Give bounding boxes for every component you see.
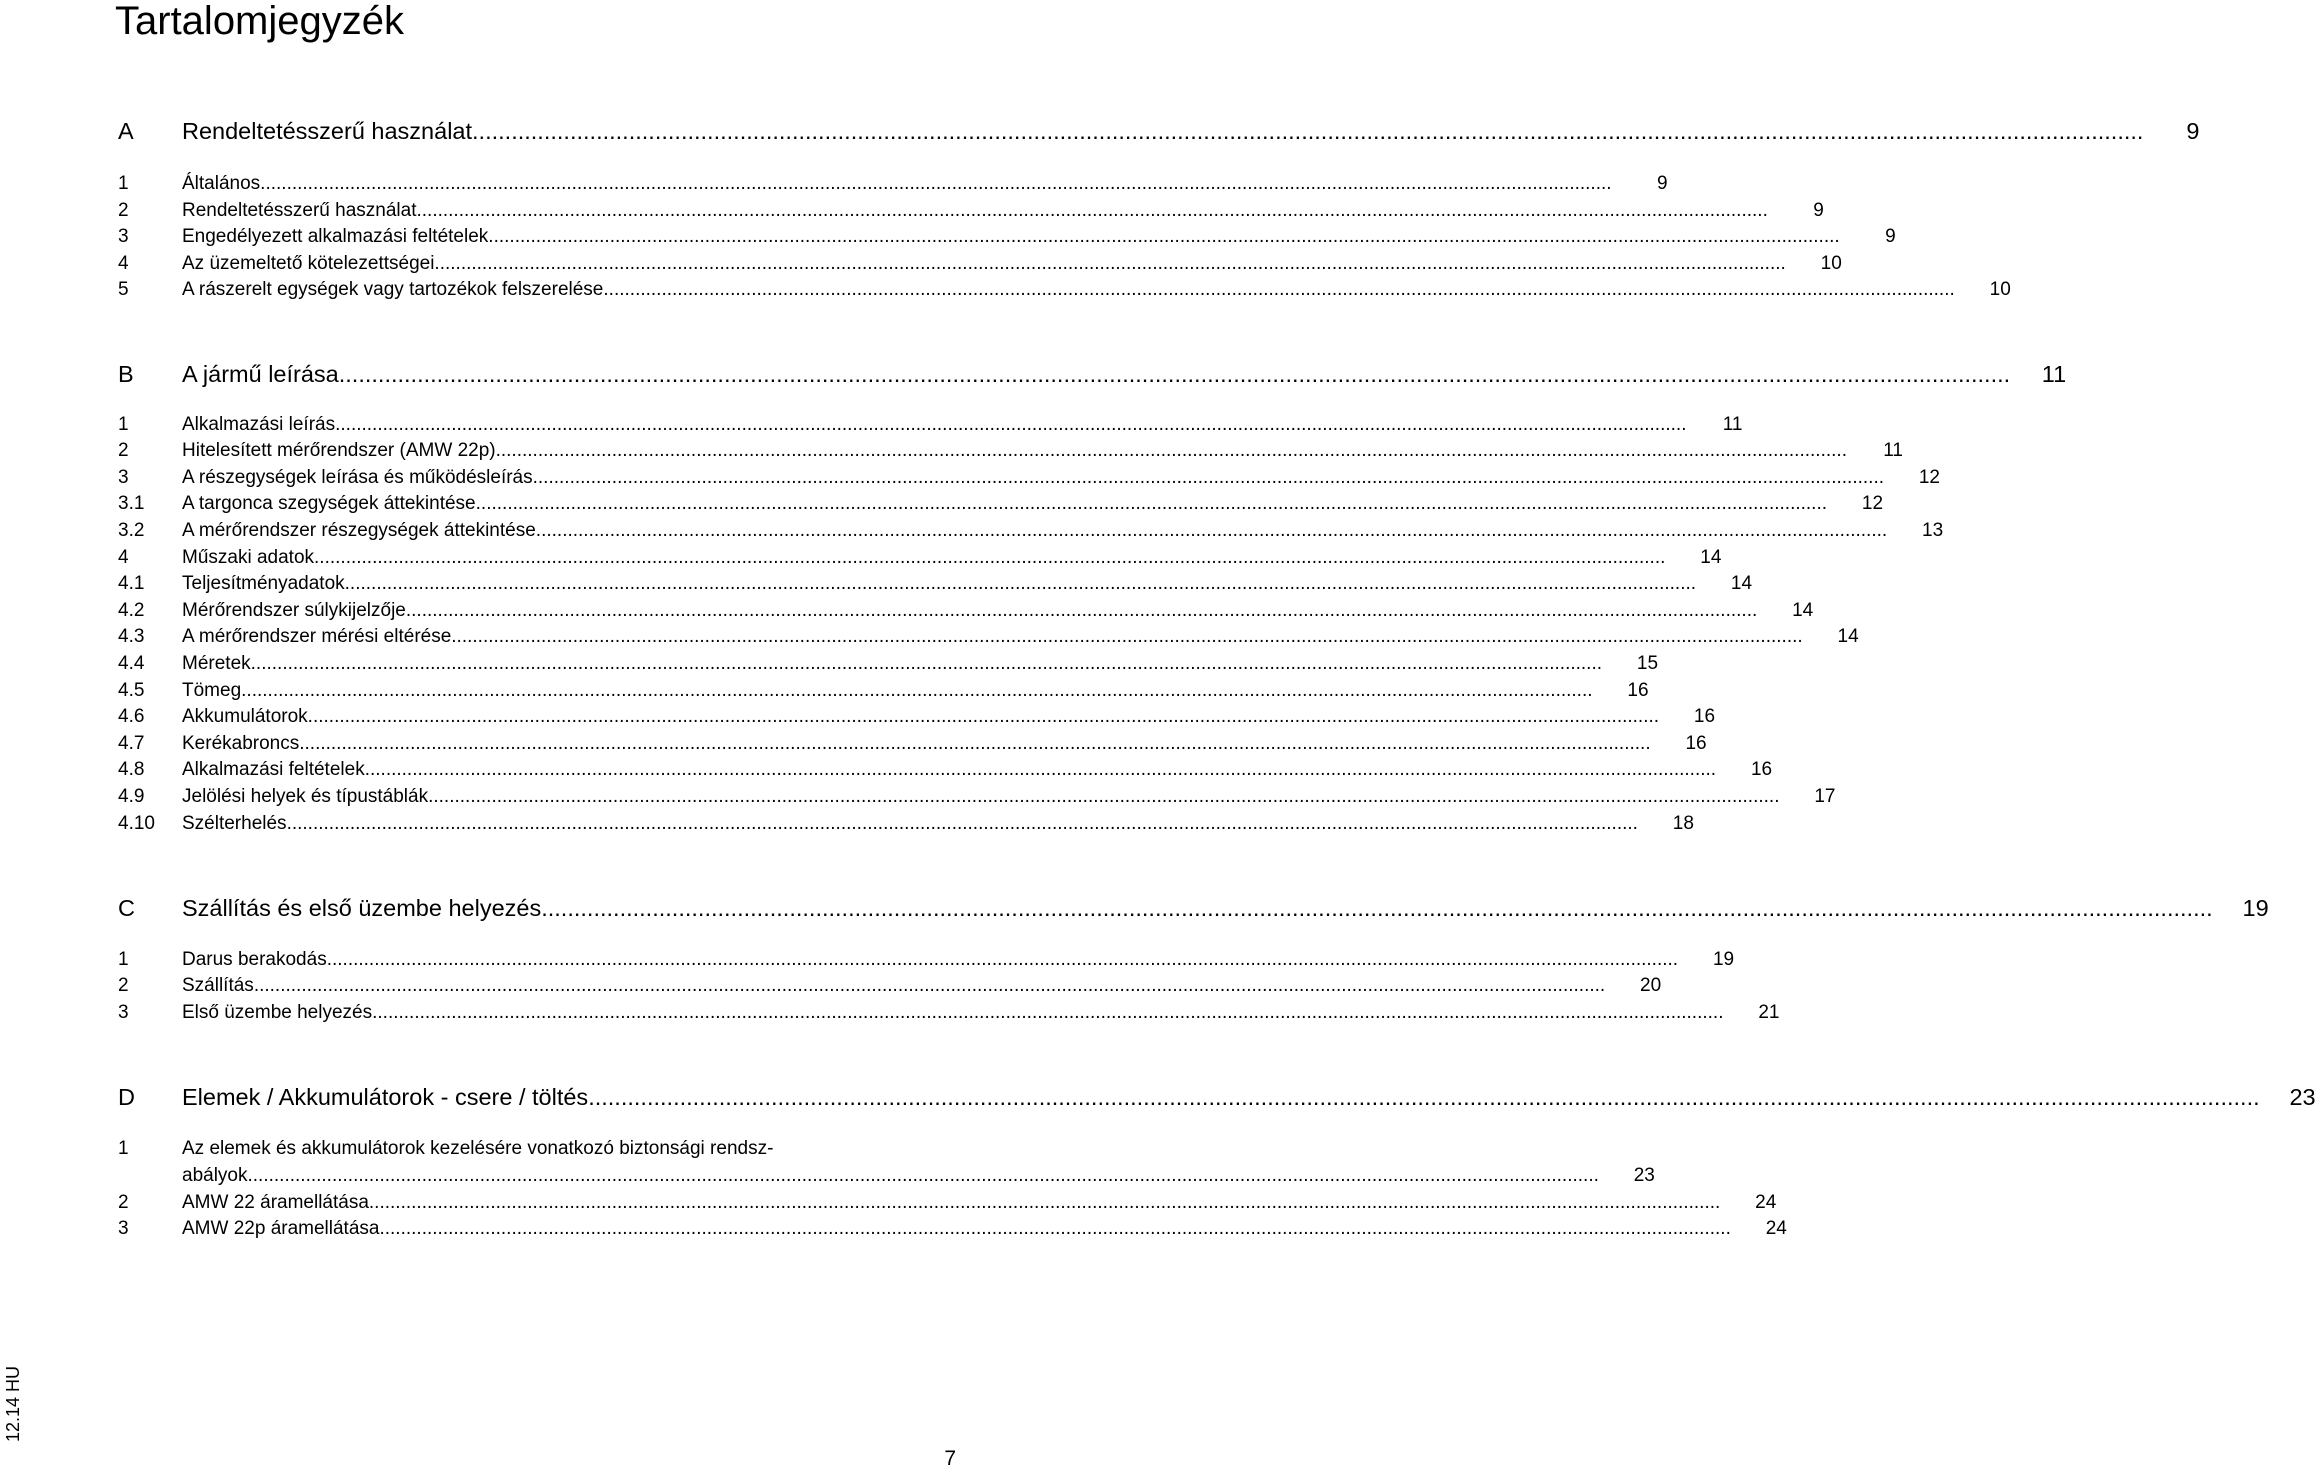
dot-leader (369, 1189, 1720, 1216)
dot-leader (372, 999, 1723, 1026)
dot-leader (365, 756, 1716, 783)
toc-section-d[interactable] (118, 1082, 2316, 1112)
item-title: Hitelesített mérőrendszer (AMW 22p) (182, 440, 496, 461)
section-letter: D (118, 1084, 135, 1110)
toc-item[interactable] (118, 170, 1668, 197)
toc-item[interactable] (118, 623, 1859, 650)
item-title: A részegységek leírása és működésleírás (182, 467, 533, 488)
dot-leader (603, 276, 1954, 303)
dot-leader (327, 946, 1678, 973)
toc-item[interactable] (118, 517, 1944, 544)
section-page: 9 (2186, 118, 2200, 144)
toc-item[interactable] (118, 1135, 956, 1162)
item-title: Darus berakodás (182, 949, 327, 970)
item-page: 24 (1765, 1218, 1787, 1239)
dot-leader (287, 810, 1638, 837)
section-letter: B (118, 361, 134, 387)
item-number: 1 (118, 414, 129, 435)
item-number: 4.7 (118, 733, 145, 754)
dot-leader (451, 623, 1802, 650)
item-number: 4 (118, 547, 129, 568)
item-page: 9 (1885, 226, 1896, 247)
toc-item[interactable] (118, 946, 1735, 973)
item-number: 4.1 (118, 573, 145, 594)
item-number: 4.4 (118, 653, 145, 674)
item-page: 12 (1918, 467, 1940, 488)
item-page: 14 (1730, 573, 1753, 594)
item-title: Tömeg (182, 680, 242, 701)
item-title: Akkumulátorok (182, 706, 308, 727)
section-title: Rendeltetésszerű használat (182, 118, 473, 144)
toc-item[interactable] (118, 1215, 1787, 1242)
dot-leader (241, 677, 1592, 704)
item-title: Kerékabroncs (182, 733, 300, 754)
dot-leader (496, 437, 1847, 464)
item-title: A rászerelt egységek vagy tartozékok felszerelése (182, 279, 604, 300)
toc-item[interactable] (118, 464, 1940, 491)
item-number: 2 (118, 975, 129, 996)
item-page: 23 (1633, 1165, 1655, 1186)
toc-item[interactable] (118, 756, 1773, 783)
dot-leader (416, 197, 1767, 224)
section-page: 11 (2041, 361, 2067, 387)
dot-leader (428, 783, 1779, 810)
item-number: 1 (118, 173, 129, 194)
dot-leader (588, 1082, 2259, 1112)
dot-leader (472, 116, 2143, 146)
toc-item[interactable] (118, 250, 1842, 277)
item-title: A targonca szegységek áttekintése (182, 493, 476, 514)
item-page: 11 (1883, 440, 1903, 461)
toc-item[interactable] (118, 703, 1716, 730)
item-title: AMW 22p áramellátása (182, 1218, 380, 1239)
dot-leader (335, 411, 1686, 438)
section-title: Szállítás és első üzembe helyezés (182, 895, 542, 921)
item-page: 20 (1640, 975, 1662, 996)
toc-item[interactable] (118, 810, 1694, 837)
toc-item[interactable] (118, 411, 1743, 438)
dot-leader (299, 730, 1650, 757)
item-number: 4.9 (118, 786, 145, 807)
item-number: 4.8 (118, 759, 145, 780)
dot-leader (406, 597, 1757, 624)
item-title: Rendeltetésszerű használat (182, 200, 417, 221)
item-page: 16 (1685, 733, 1707, 754)
item-page: 16 (1750, 759, 1773, 780)
item-number: 3 (118, 1002, 129, 1023)
item-number: 3 (118, 467, 129, 488)
item-title: Mérőrendszer súlykijelzője (182, 600, 406, 621)
item-page: 9 (1813, 200, 1824, 221)
section-letter: C (118, 895, 135, 921)
item-page: 14 (1837, 626, 1859, 647)
section-page: 23 (2289, 1084, 2316, 1110)
dot-leader (533, 464, 1884, 491)
item-number: 4 (118, 253, 129, 274)
item-title: Műszaki adatok (182, 547, 315, 568)
toc-item[interactable] (118, 437, 1903, 464)
item-number: 1 (118, 1138, 129, 1159)
item-page: 10 (1989, 279, 2011, 300)
item-page: 17 (1814, 786, 1836, 807)
toc-item[interactable] (118, 783, 1836, 810)
item-number: 4.6 (118, 706, 145, 727)
dot-leader (379, 1215, 1730, 1242)
dot-leader (251, 650, 1602, 677)
item-page: 16 (1627, 680, 1649, 701)
item-page: 14 (1792, 600, 1814, 621)
dot-leader (536, 517, 1887, 544)
item-page: 11 (1722, 414, 1743, 435)
item-number: 2 (118, 200, 129, 221)
item-title: Alkalmazási leírás (182, 414, 336, 435)
toc-item[interactable] (118, 223, 1896, 250)
item-number: 4.5 (118, 680, 145, 701)
dot-leader (488, 223, 1839, 250)
item-number: 4.2 (118, 600, 145, 621)
item-page: 19 (1712, 949, 1735, 970)
item-title-continuation: abályok (182, 1165, 248, 1186)
toc-item[interactable] (118, 597, 1814, 624)
dot-leader (476, 490, 1827, 517)
item-page: 9 (1656, 173, 1668, 194)
toc-item[interactable] (118, 570, 1753, 597)
item-title: Teljesítményadatok (182, 573, 345, 594)
section-title: A jármű leírása (182, 361, 339, 387)
item-title: Szállítás (182, 975, 254, 996)
toc-item[interactable] (118, 1189, 1777, 1216)
toc-item[interactable] (118, 276, 2011, 303)
item-title: Engedélyezett alkalmazási feltételek (182, 226, 489, 247)
item-title: A mérőrendszer részegységek áttekintése (182, 520, 536, 541)
page-title: Tartalomjegyzék (115, 0, 405, 43)
item-title: Első üzembe helyezés (182, 1002, 373, 1023)
toc-section-b[interactable] (118, 359, 2067, 389)
item-page: 15 (1636, 653, 1659, 674)
dot-leader (541, 893, 2212, 923)
item-page: 18 (1672, 813, 1694, 834)
item-number: 4.3 (118, 626, 145, 647)
item-page: 13 (1922, 520, 1944, 541)
item-page: 16 (1693, 706, 1716, 727)
item-title: AMW 22 áramellátása (182, 1192, 369, 1213)
toc-item-continuation[interactable] (118, 1162, 1655, 1189)
document-code: 12.14 HU (3, 1365, 23, 1442)
item-number: 5 (118, 279, 129, 300)
section-letter: A (118, 118, 134, 144)
section-title: Elemek / Akkumulátorok - csere / töltés (182, 1084, 589, 1110)
item-title: Alkalmazási feltételek (182, 759, 365, 780)
item-number: 3.2 (118, 520, 145, 541)
toc-item[interactable] (118, 197, 1824, 224)
section-page: 19 (2242, 895, 2269, 921)
item-title: Általános (182, 173, 261, 194)
dot-leader (248, 1162, 1599, 1189)
dot-leader (434, 250, 1785, 277)
item-title: Jelölési helyek és típustáblák (182, 786, 429, 807)
toc-section-c[interactable] (118, 893, 2269, 923)
item-number: 1 (118, 949, 129, 970)
item-number: 3.1 (118, 493, 145, 514)
page-number: 7 (944, 1447, 956, 1470)
dot-leader (308, 703, 1659, 730)
item-page: 24 (1755, 1192, 1777, 1213)
toc-item[interactable] (118, 972, 1662, 999)
dot-leader (254, 972, 1605, 999)
item-title: Az üzemeltető kötelezettségei (182, 253, 435, 274)
toc-item[interactable] (118, 730, 1707, 757)
item-page: 10 (1820, 253, 1842, 274)
item-title: Az elemek és akkumulátorok kezelésére vonatkozó biztonsági rendsz- (182, 1138, 774, 1159)
item-page: 12 (1861, 493, 1884, 514)
toc-item[interactable] (118, 999, 1780, 1026)
item-page: 14 (1700, 547, 1722, 568)
toc-section-a[interactable] (118, 116, 2200, 146)
toc-item[interactable] (118, 650, 1659, 677)
dot-leader (314, 544, 1665, 571)
dot-leader (339, 359, 2010, 389)
toc-item[interactable] (118, 677, 1649, 704)
item-number: 2 (118, 1192, 129, 1213)
dot-leader (345, 570, 1696, 597)
dot-leader (260, 170, 1611, 197)
item-number: 3 (118, 226, 129, 247)
toc-item[interactable] (118, 490, 1884, 517)
item-number: 4.10 (118, 813, 155, 834)
item-number: 2 (118, 440, 129, 461)
item-title: Szélterhelés (182, 813, 287, 834)
item-number: 3 (118, 1218, 129, 1239)
toc-item[interactable] (118, 544, 1722, 571)
item-title: Méretek (182, 653, 251, 674)
item-title: A mérőrendszer mérési eltérése (182, 626, 452, 647)
item-page: 21 (1758, 1002, 1780, 1023)
